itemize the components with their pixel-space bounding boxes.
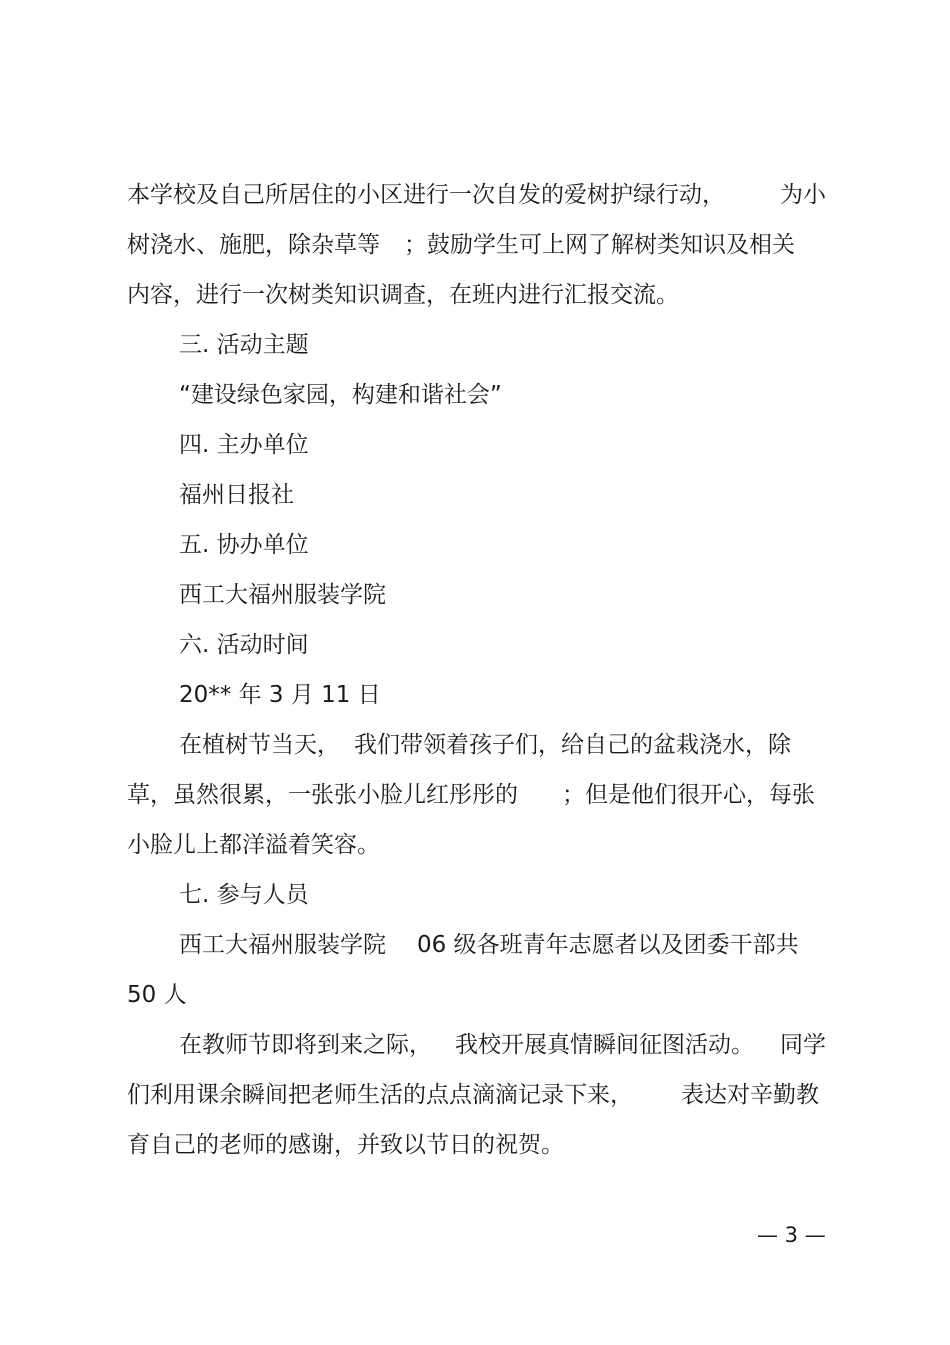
text-line: 在教师节即将到来之际， (179, 1032, 432, 1058)
page-number: — 3 — (757, 1223, 826, 1247)
text-line: 06 级各班青年志愿者以及团委干部共 (417, 932, 799, 958)
text-line: 西工大福州服装学院 (179, 582, 386, 608)
text-line: 育自己的老师的感谢，并致以节日的祝贺。 (127, 1132, 564, 1158)
text-line: 西工大福州服装学院 (179, 932, 386, 958)
text-line: 我校开展真情瞬间征图活动。 (455, 1032, 754, 1058)
section-heading: 七. 参与人员 (179, 882, 309, 908)
text-line: ；但是他们很开心，每张 (562, 782, 815, 808)
text-line: 福州日报社 (179, 482, 294, 508)
text-line: 为小 (780, 182, 826, 208)
text-line: 20** 年 3 月 11 日 (179, 682, 381, 708)
section-heading: 四. 主办单位 (179, 432, 309, 458)
section-heading: 三. 活动主题 (179, 332, 309, 358)
text-line: 在植树节当天， (179, 732, 340, 758)
text-line: 们利用课余瞬间把老师生活的点点滴滴记录下来， (127, 1082, 633, 1108)
text-line: 本学校及自己所居住的小区进行一次自发的爱树护绿行动， (127, 182, 725, 208)
text-line: 同学 (780, 1032, 826, 1058)
text-line: 我们带领着孩子们，给自己的盆栽浇水，除 (354, 732, 791, 758)
text-line: 树浇水、施肥，除杂草等 (127, 232, 380, 258)
section-heading: 六. 活动时间 (179, 632, 309, 658)
text-line: 表达对辛勤教 (681, 1082, 819, 1108)
text-line: 50 人 (127, 982, 187, 1008)
text-line: 草，虽然很累，一张张小脸儿红彤彤的 (127, 782, 518, 808)
section-heading: 五. 协办单位 (179, 532, 309, 558)
text-line: 小脸儿上都洋溢着笑容。 (127, 832, 380, 858)
text-line: 内容，进行一次树类知识调查，在班内进行汇报交流。 (127, 282, 679, 308)
text-line: “建设绿色家园，构建和谐社会” (179, 382, 502, 408)
text-line: ；鼓励学生可上网了解树类知识及相关 (404, 232, 795, 258)
